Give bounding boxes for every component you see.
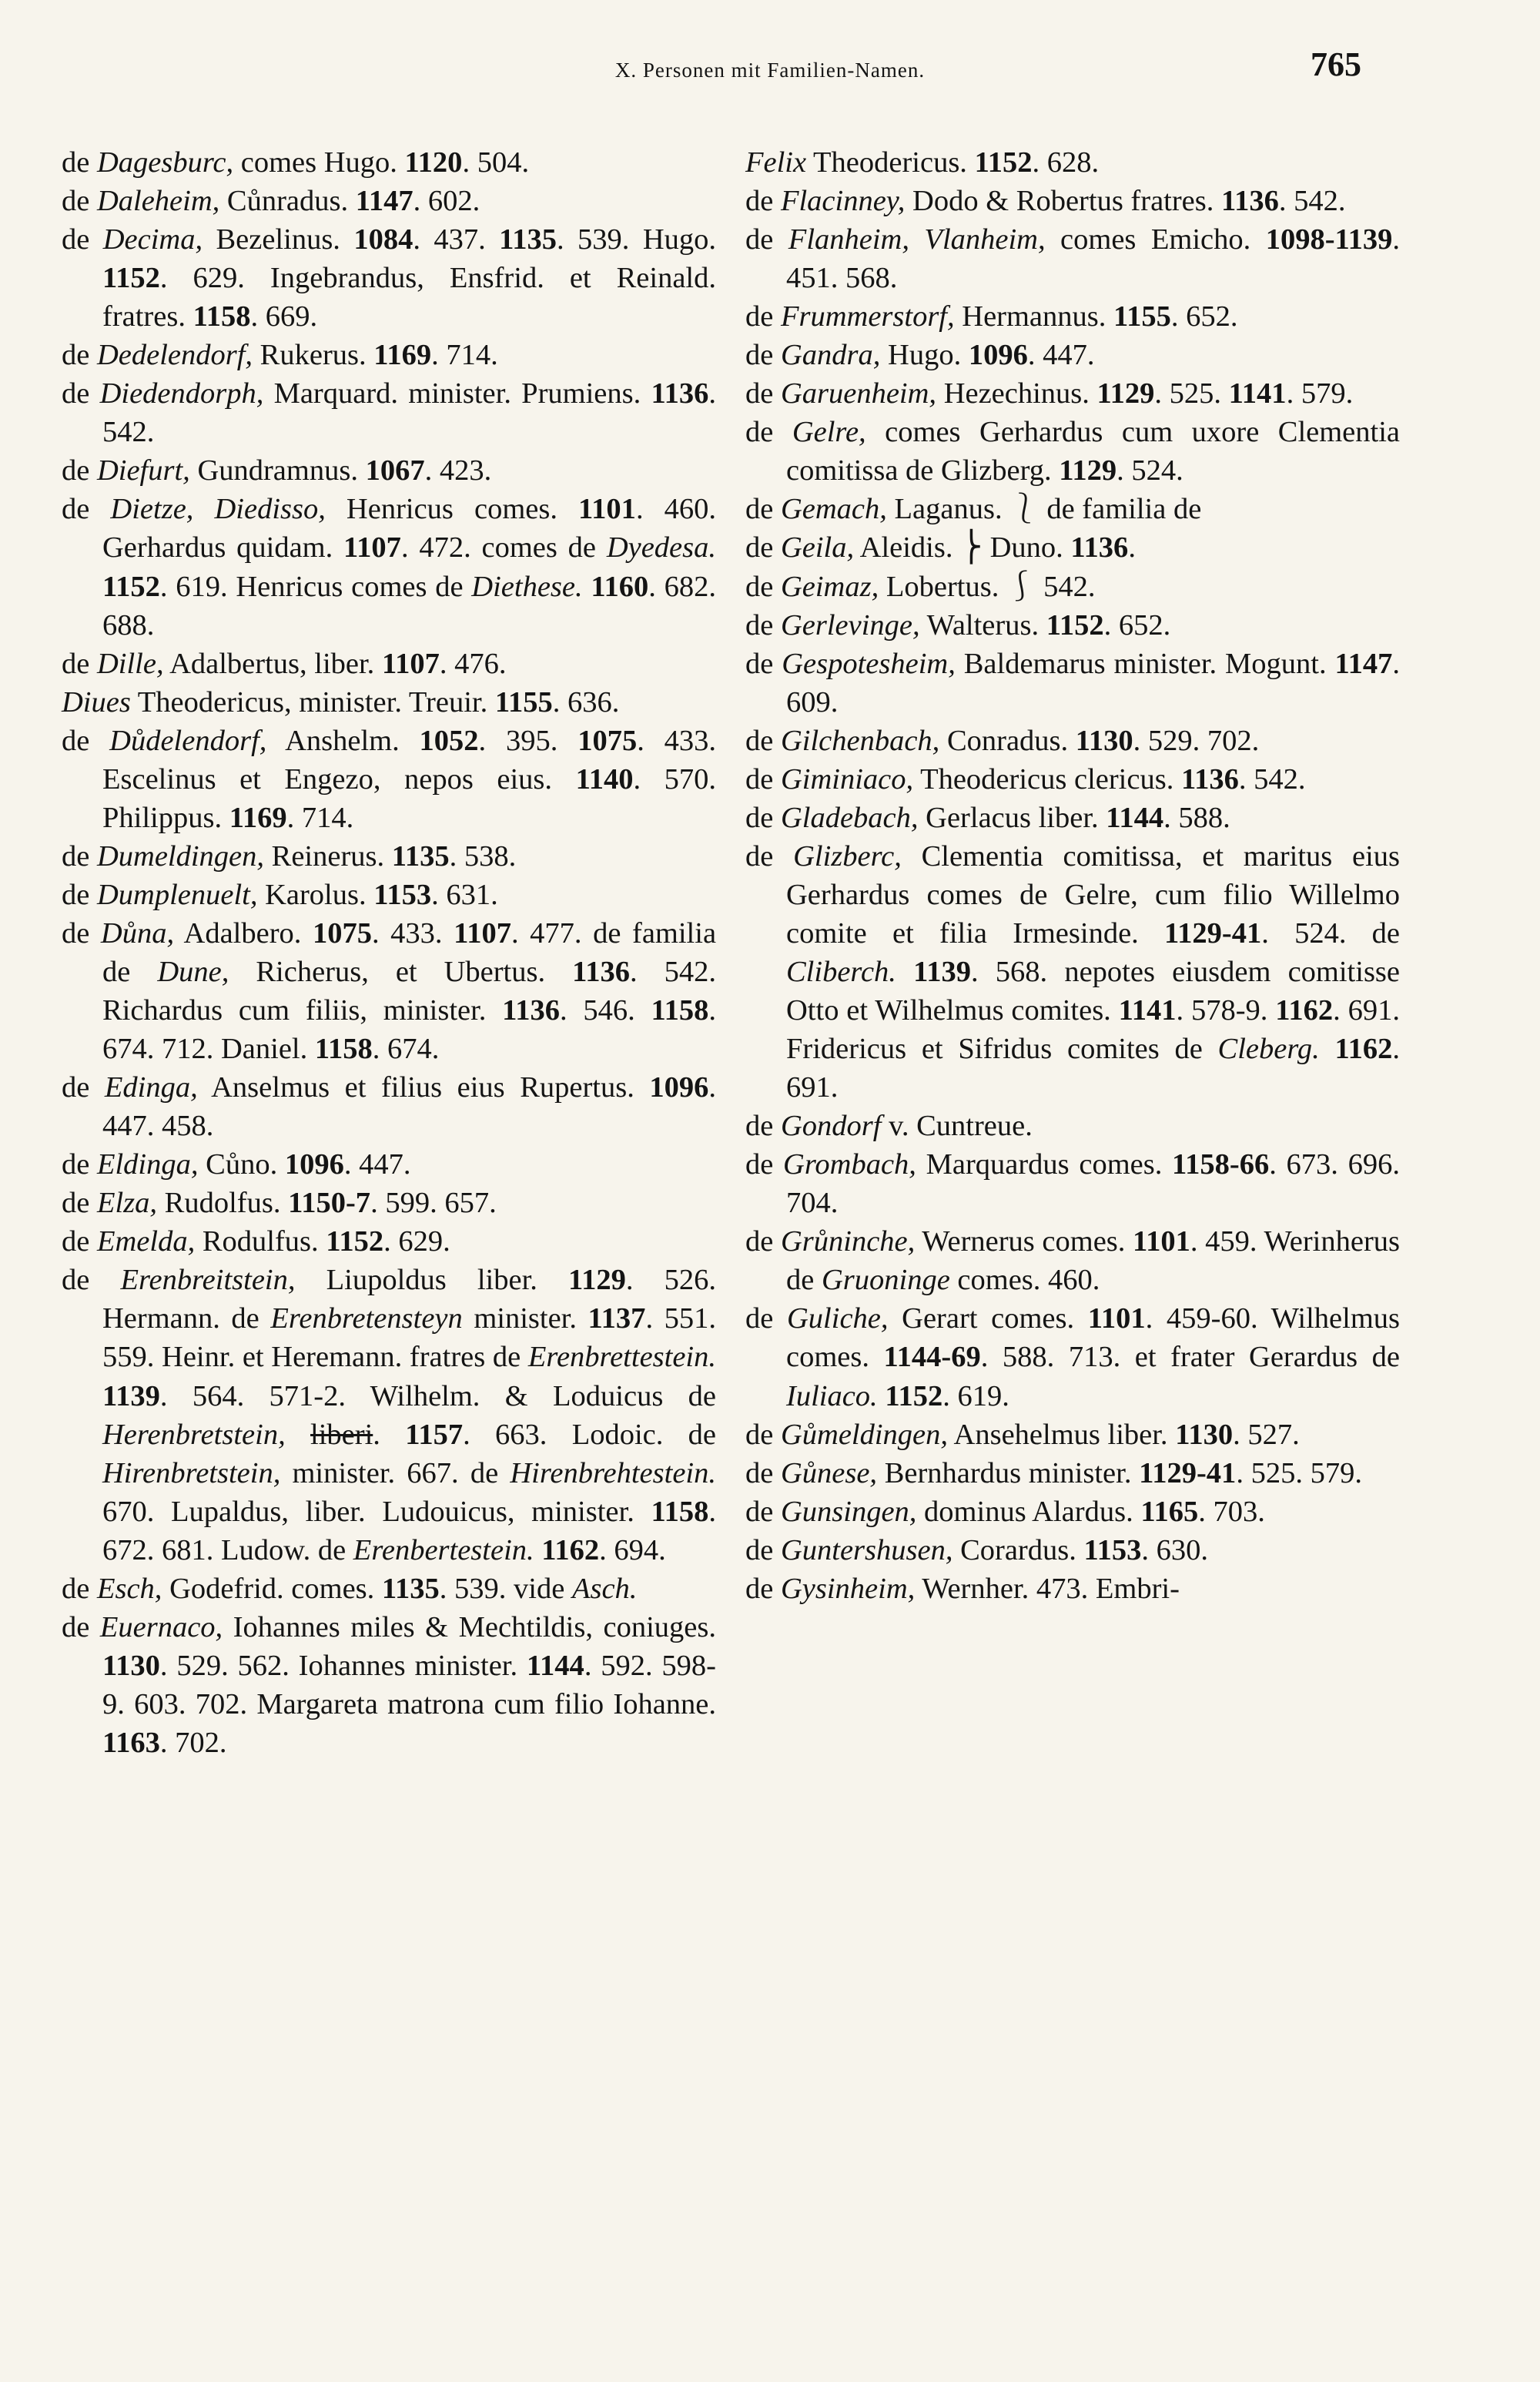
index-entry: de Důna, Adalbero. 1075. 433. 1107. 477. de familia de Dune, Richerus, et Ubertus. 1136. 542. Richardus cum filiis, minister. 1136. 546. 1158. 674. 712. Daniel. 1158. 674. <box>62 916 717 1066</box>
index-entry: de Grůninche, Wernerus comes. 1101. 459. Werinherus de Gruoninge comes. 460. <box>745 1225 1400 1297</box>
index-entry: de Důdelendorf, Anshelm. 1052. 395. 1075. 433. Escelinus et Engezo, nepos eius. 1140. 570. Philippus. 1169. 714. <box>62 724 717 834</box>
index-entry: de Giminiaco, Theodericus clericus. 1136. 542. <box>745 762 1306 796</box>
index-entry: de Dumeldingen, Reinerus. 1135. 538. <box>62 839 517 873</box>
index-entry: de Gelre, comes Gerhardus cum uxore Clementia comitissa de Glizberg. 1129. 524. <box>745 416 1400 487</box>
index-entry: de Elza, Rudolfus. 1150-7. 599. 657. <box>62 1187 497 1220</box>
index-entry: de Gandra, Hugo. 1096. 447. <box>745 339 1095 372</box>
index-entry: de Dumplenuelt, Karolus. 1153. 631. <box>62 878 498 911</box>
index-entry: de Gladebach, Gerlacus liber. 1144. 588. <box>745 801 1230 834</box>
index-entry: de Flacinney, Dodo & Robertus fratres. 1136. 542. <box>745 185 1346 218</box>
index-entry: de Guntershusen, Corardus. 1153. 630. <box>745 1533 1209 1566</box>
index-column-right <box>745 143 1400 1608</box>
index-entry: de Gondorf v. Cuntreue. <box>745 1110 1033 1143</box>
index-entry: de Geila, Aleidis. ⎬ Duno. 1136. <box>745 531 1136 565</box>
index-entry: de Frummerstorf, Hermannus. 1155. 652. <box>745 300 1238 333</box>
index-entry: de Flanheim, Vlanheim, comes Emicho. 1098-1139. 451. 568. <box>745 223 1401 295</box>
index-entry: de Gůmeldingen, Ansehelmus liber. 1130. 527. <box>745 1418 1300 1451</box>
page-number: 765 <box>1311 45 1361 83</box>
index-entry: Diues Theodericus, minister. Treuir. 1155. 636. <box>62 685 620 719</box>
index-entry: de Gespotesheim, Baldemarus minister. Mogunt. 1147. 609. <box>745 647 1401 719</box>
index-entry: de Gysinheim, Wernher. 473. Embri- <box>745 1572 1180 1605</box>
index-entry: de Gilchenbach, Conradus. 1130. 529. 702. <box>745 724 1260 757</box>
index-entry: de Dietze, Diedisso, Henricus comes. 1101. 460. Gerhardus quidam. 1107. 472. comes de Dyedesa. 1152. 619. Henricus comes de Diethese. 1160. 682. 688. <box>62 493 717 642</box>
index-column-left <box>62 143 716 1762</box>
index-entry: de Gunsingen, dominus Alardus. 1165. 703. <box>745 1495 1265 1528</box>
index-entry: de Guliche, Gerart comes. 1101. 459-60. Wilhelmus comes. 1144-69. 588. 713. et frater Gerardus de Iuliaco. 1152. 619. <box>745 1302 1401 1412</box>
index-entry: de Gemach, Laganus. ⎱ de familia de <box>745 493 1202 526</box>
index-entry: de Grombach, Marquardus comes. 1158-66. 673. 696. 704. <box>745 1148 1401 1220</box>
index-entry: de Garuenheim, Hezechinus. 1129. 525. 1141. 579. <box>745 377 1354 410</box>
index-entry: de Dedelendorf, Rukerus. 1169. 714. <box>62 339 498 372</box>
page-header <box>0 45 1540 106</box>
index-entry: de Eldinga, Cůno. 1096. 447. <box>62 1148 411 1181</box>
index-entry: de Erenbreitstein, Liupoldus liber. 1129. 526. Hermann. de Erenbretensteyn minister. 1137. 551. 559. Heinr. et Heremann. fratres de Erenbrettestein. 1139. 564. 571-2. Wilhelm. & Loduicus de Herenbretstein, liberi. 1157. 663. Lodoic. de Hirenbretstein, minister. 667. de Hirenbrehtestein. 670. Lupaldus, liber. Ludouicus, minister. 1158. 672. 681. Ludow. de Erenbertestein. 1162. 694. <box>62 1264 717 1566</box>
index-entry: de Diefurt, Gundramnus. 1067. 423. <box>62 454 492 487</box>
index-entry: de Geimaz, Lobertus. ⎰ 542. <box>745 570 1096 603</box>
index-entry: de Dille, Adalbertus, liber. 1107. 476. <box>62 647 507 680</box>
index-entry: de Esch, Godefrid. comes. 1135. 539. vide Asch. <box>62 1572 638 1605</box>
index-entry: de Glizberc, Clementia comitissa, et maritus eius Gerhardus comes de Gelre, cum filio Willelmo comite et filia Irmesinde. 1129-41. 524. de Cliberch. 1139. 568. nepotes eiusdem comitisse Otto et Wilhelmus comites. 1141. 578-9. 1162. 691. Fridericus et Sifridus comites de Cleberg. 1162. 691. <box>745 839 1401 1104</box>
index-entry: de Euernaco, Iohannes miles & Mechtildis, coniuges. 1130. 529. 562. Iohannes minister. 1144. 592. 598-9. 603. 702. Margareta matrona cum filio Iohanne. 1163. 702. <box>62 1610 716 1759</box>
index-entry: de Dagesburc, comes Hugo. 1120. 504. <box>62 146 530 179</box>
index-entry: de Gerlevinge, Walterus. 1152. 652. <box>745 608 1171 642</box>
index-entry: de Edinga, Anselmus et filius eius Rupertus. 1096. 447. 458. <box>62 1071 716 1143</box>
running-head: X. Personen mit Familien-Namen. <box>614 59 926 82</box>
index-entry: de Daleheim, Cůnradus. 1147. 602. <box>62 185 480 218</box>
index-entry: de Diedendorph, Marquard. minister. Prumiens. 1136. 542. <box>62 377 716 449</box>
index-entry: de Decima, Bezelinus. 1084. 437. 1135. 539. Hugo. 1152. 629. Ingebrandus, Ensfrid. et Reinald. fratres. 1158. 669. <box>62 223 716 333</box>
index-entry: de Emelda, Rodulfus. 1152. 629. <box>62 1225 450 1258</box>
index-entry: Felix Theodericus. 1152. 628. <box>745 146 1100 179</box>
index-entry: de Gůnese, Bernhardus minister. 1129-41. 525. 579. <box>745 1456 1362 1489</box>
